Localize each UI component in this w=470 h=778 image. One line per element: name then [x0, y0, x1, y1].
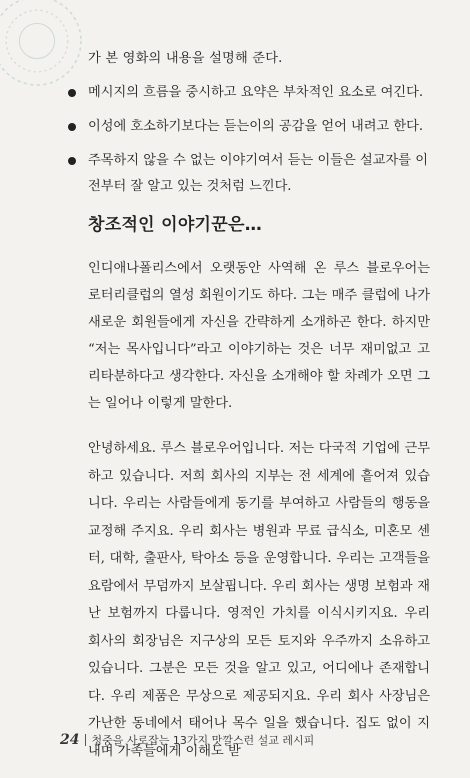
paragraph-intro: 인디애나폴리스에서 오랫동안 사역해 온 루스 블로우어는 로터리클럽의 열성 회원이기도 하다. 그는 매주 클럽에 나가 새로운 회원들에게 자신을 간략하게 소개하곤 한다. 하지만 “저는 목사입니다”라고 이야기하는 것은 너무 재미없고 고리타분하다고 생각한다. 자신을 소개해야 할 차례가 오면 그는 일어나 이렇게 말한다.: [88, 261, 430, 411]
book-title: 청중을 사로잡는 13가지 맛깔스런 설교 레시피: [91, 734, 315, 747]
paragraph-quote: 안녕하세요. 루스 블로우어입니다. 저는 다국적 기업에 근무하고 있습니다. 저희 회사의 지부는 전 세계에 흩어져 있습니다. 우리는 사람들에게 동기를 부여하고 사람들의 행동을 교정해 주지요. 우리 회사는 병원과 무료 급식소, 미혼모 센터, 대학, 출판사, 탁아소 등을 운영합니다. 우리는 고객들을 요람에서 무덤까지 보살핍니다. 우리 회사는 생명 보험과 재난 보험까지 다룹니다. 영적인 가치를 이식시키지요. 우리 회사의 회장님은 지구상의 모든 토지와 우주까지 소유하고 있습니다. 그분은 모든 것을 알고 있고, 어디에나 존재합니다. 우리 제품은 무상으로 제공되지요. 우리 회사 사장님은 가난한 동네에서 태어나 목수 일을 했습니다. 집도 없이 지내며 가족들에게 이해도 받: [88, 441, 430, 759]
bullet-list: [68, 80, 428, 208]
page-number: 24: [60, 732, 80, 748]
bullet-item: [68, 148, 428, 200]
section-heading: 창조적인 이야기꾼은…: [88, 215, 263, 235]
bullet-dot-icon: [68, 123, 76, 131]
continuation-line: 가 본 영화의 내용을 설명해 준다.: [88, 51, 283, 66]
bullet-dot-icon: [68, 157, 76, 165]
bullet-item: [68, 114, 428, 140]
bullet-text: 이성에 호소하기보다는 듣는이의 공감을 얻어 내려고 한다.: [88, 119, 424, 134]
bullet-dot-icon: [68, 89, 76, 97]
bullet-item: [68, 80, 428, 106]
footer-divider: [85, 734, 86, 746]
page-footer: [60, 732, 314, 748]
bullet-text: 주목하지 않을 수 없는 이야기여서 듣는 이들은 설교자를 이전부터 잘 알고 있는 것처럼 느낀다.: [88, 153, 428, 194]
bullet-text: 메시지의 흐름을 중시하고 요약은 부차적인 요소로 여긴다.: [88, 85, 424, 100]
